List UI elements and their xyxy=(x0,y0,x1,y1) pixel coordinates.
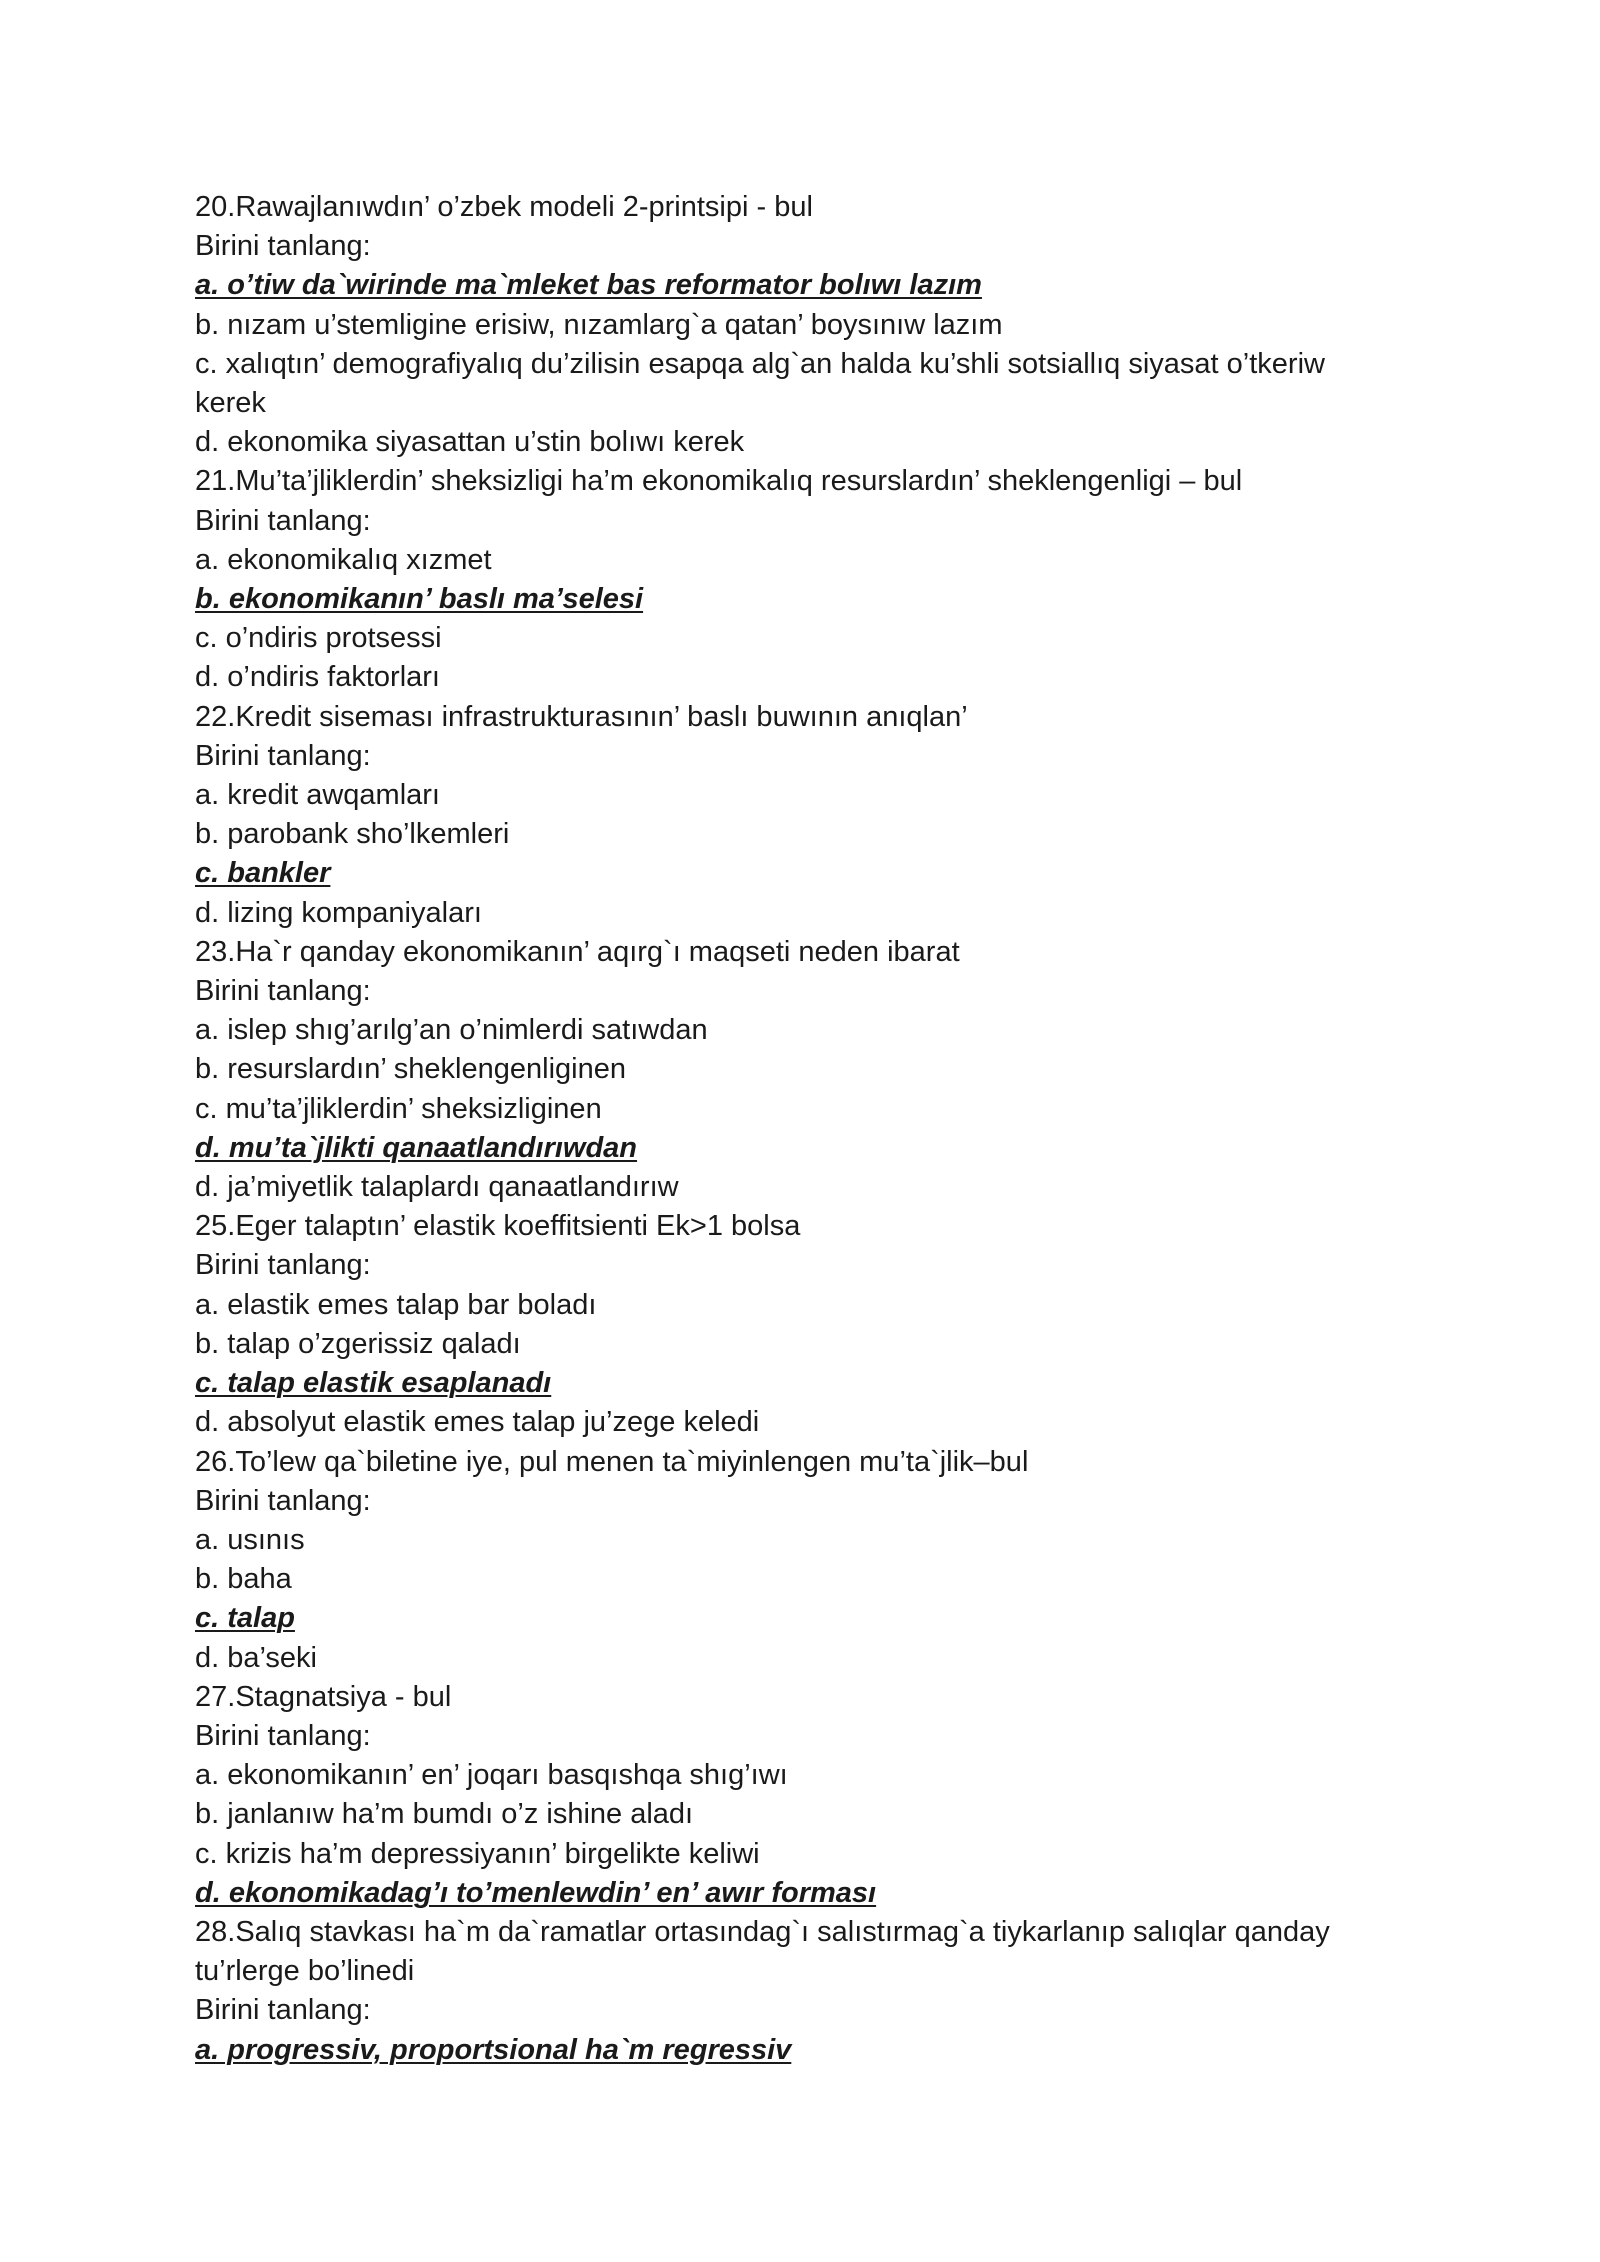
answer-option: d. absolyut elastik emes talap ju’zege keledi xyxy=(195,1406,760,1439)
question-text: 23.Ha`r qanday ekonomikanın’ aqırg`ı maqseti neden ibarat xyxy=(195,935,960,968)
answer-option: c. mu’ta’jliklerdin’ sheksizliginen xyxy=(195,1092,602,1125)
document-page xyxy=(195,188,1395,2070)
correct-answer-option: c. talap elastik esaplanadı xyxy=(195,1367,552,1400)
answer-option: b. resurslardın’ sheklengenliginen xyxy=(195,1053,626,1086)
question-text: 20.Rawajlanıwdın’ o’zbek modeli 2-printsipi - bul xyxy=(195,191,813,223)
answer-option: a. islep shıg’arılg’an o’nimlerdi satıwdan xyxy=(195,1014,708,1047)
question-prompt: Birini tanlang: xyxy=(195,230,371,263)
question-prompt: Birini tanlang: xyxy=(195,739,371,772)
question-prompt: Birini tanlang: xyxy=(195,1994,371,2027)
question-prompt: Birini tanlang: xyxy=(195,1249,371,1282)
question-text: 25.Eger talaptın’ elastik koeffitsienti Ek>1 bolsa xyxy=(195,1210,801,1243)
question-block xyxy=(195,698,1395,933)
question-block xyxy=(195,188,1395,462)
question-prompt: Birini tanlang: xyxy=(195,1484,371,1517)
question-prompt: Birini tanlang: xyxy=(195,504,371,537)
answer-option: b. nızam u’stemligine erisiw, nızamlarg`a qatan’ boysınıw lazım xyxy=(195,308,1003,341)
answer-option: d. ja’miyetlik talaplardı qanaatlandırıw xyxy=(195,1171,679,1204)
question-block xyxy=(195,1913,1395,2070)
answer-option: b. parobank sho’lkemleri xyxy=(195,818,510,851)
correct-answer-option: a. o’tiw da`wirinde ma`mleket bas reformator bolıwı lazım xyxy=(195,269,982,302)
question-text: 22.Kredit siseması infrastrukturasının’ baslı buwının anıqlan’ xyxy=(195,700,968,733)
answer-option: d. lizing kompaniyaları xyxy=(195,896,482,929)
question-prompt: Birini tanlang: xyxy=(195,975,371,1008)
correct-answer-option: b. ekonomikanın’ baslı ma’selesi xyxy=(195,583,644,616)
answer-option: c. xalıqtın’ demografiyalıq du’zilisin esapqa alg`an halda ku’shli sotsiallıq siyasat o’tkeriw kerek xyxy=(195,347,1334,420)
answer-option: b. janlanıw ha’m bumdı o’z ishine aladı xyxy=(195,1798,694,1831)
question-block xyxy=(195,462,1395,697)
answer-option: a. ekonomikalıq xızmet xyxy=(195,543,492,576)
answer-option: a. elastik emes talap bar boladı xyxy=(195,1288,597,1321)
question-text: 26.To’lew qa`biletine iye, pul menen ta`miyinlengen mu’ta`jlik–bul xyxy=(195,1445,1029,1478)
question-block xyxy=(195,1207,1395,1442)
correct-answer-option: a. progressiv, proportsional ha`m regressiv xyxy=(195,2033,792,2066)
answer-option: d. ba’seki xyxy=(195,1641,317,1674)
question-block xyxy=(195,933,1395,1207)
answer-option: a. kredit awqamları xyxy=(195,779,440,812)
correct-answer-option: d. ekonomikadag’ı to’menlewdin’ en’ awır forması xyxy=(195,1876,877,1909)
answer-option: d. o’ndiris faktorları xyxy=(195,661,440,694)
answer-option: b. talap o’zgerissiz qaladı xyxy=(195,1327,521,1360)
correct-answer-option: c. bankler xyxy=(195,857,331,890)
correct-answer-option: d. mu’ta`jlikti qanaatlandırıwdan xyxy=(195,1131,638,1164)
answer-option: a. usınıs xyxy=(195,1523,305,1556)
question-prompt: Birini tanlang: xyxy=(195,1719,371,1752)
answer-option: a. ekonomikanın’ en’ joqarı basqıshqa shıg’ıwı xyxy=(195,1759,788,1792)
question-block xyxy=(195,1678,1395,1913)
answer-option: b. baha xyxy=(195,1563,292,1596)
question-text: 27.Stagnatsiya - bul xyxy=(195,1680,452,1713)
question-text: 21.Mu’ta’jliklerdin’ sheksizligi ha’m ekonomikalıq resurslardın’ sheklengenligi – bul xyxy=(195,465,1243,498)
question-text: 28.Salıq stavkası ha`m da`ramatlar ortasındag`ı salıstırmag`a tiykarlanıp salıqlar qanday tu’rlerge bo’linedi xyxy=(195,1915,1338,1988)
answer-option: c. krizis ha’m depressiyanın’ birgelikte keliwi xyxy=(195,1837,760,1870)
answer-option: c. o’ndiris protsessi xyxy=(195,622,442,655)
question-block xyxy=(195,1443,1395,1678)
answer-option: d. ekonomika siyasattan u’stin bolıwı kerek xyxy=(195,426,745,459)
correct-answer-option: c. talap xyxy=(195,1602,295,1635)
